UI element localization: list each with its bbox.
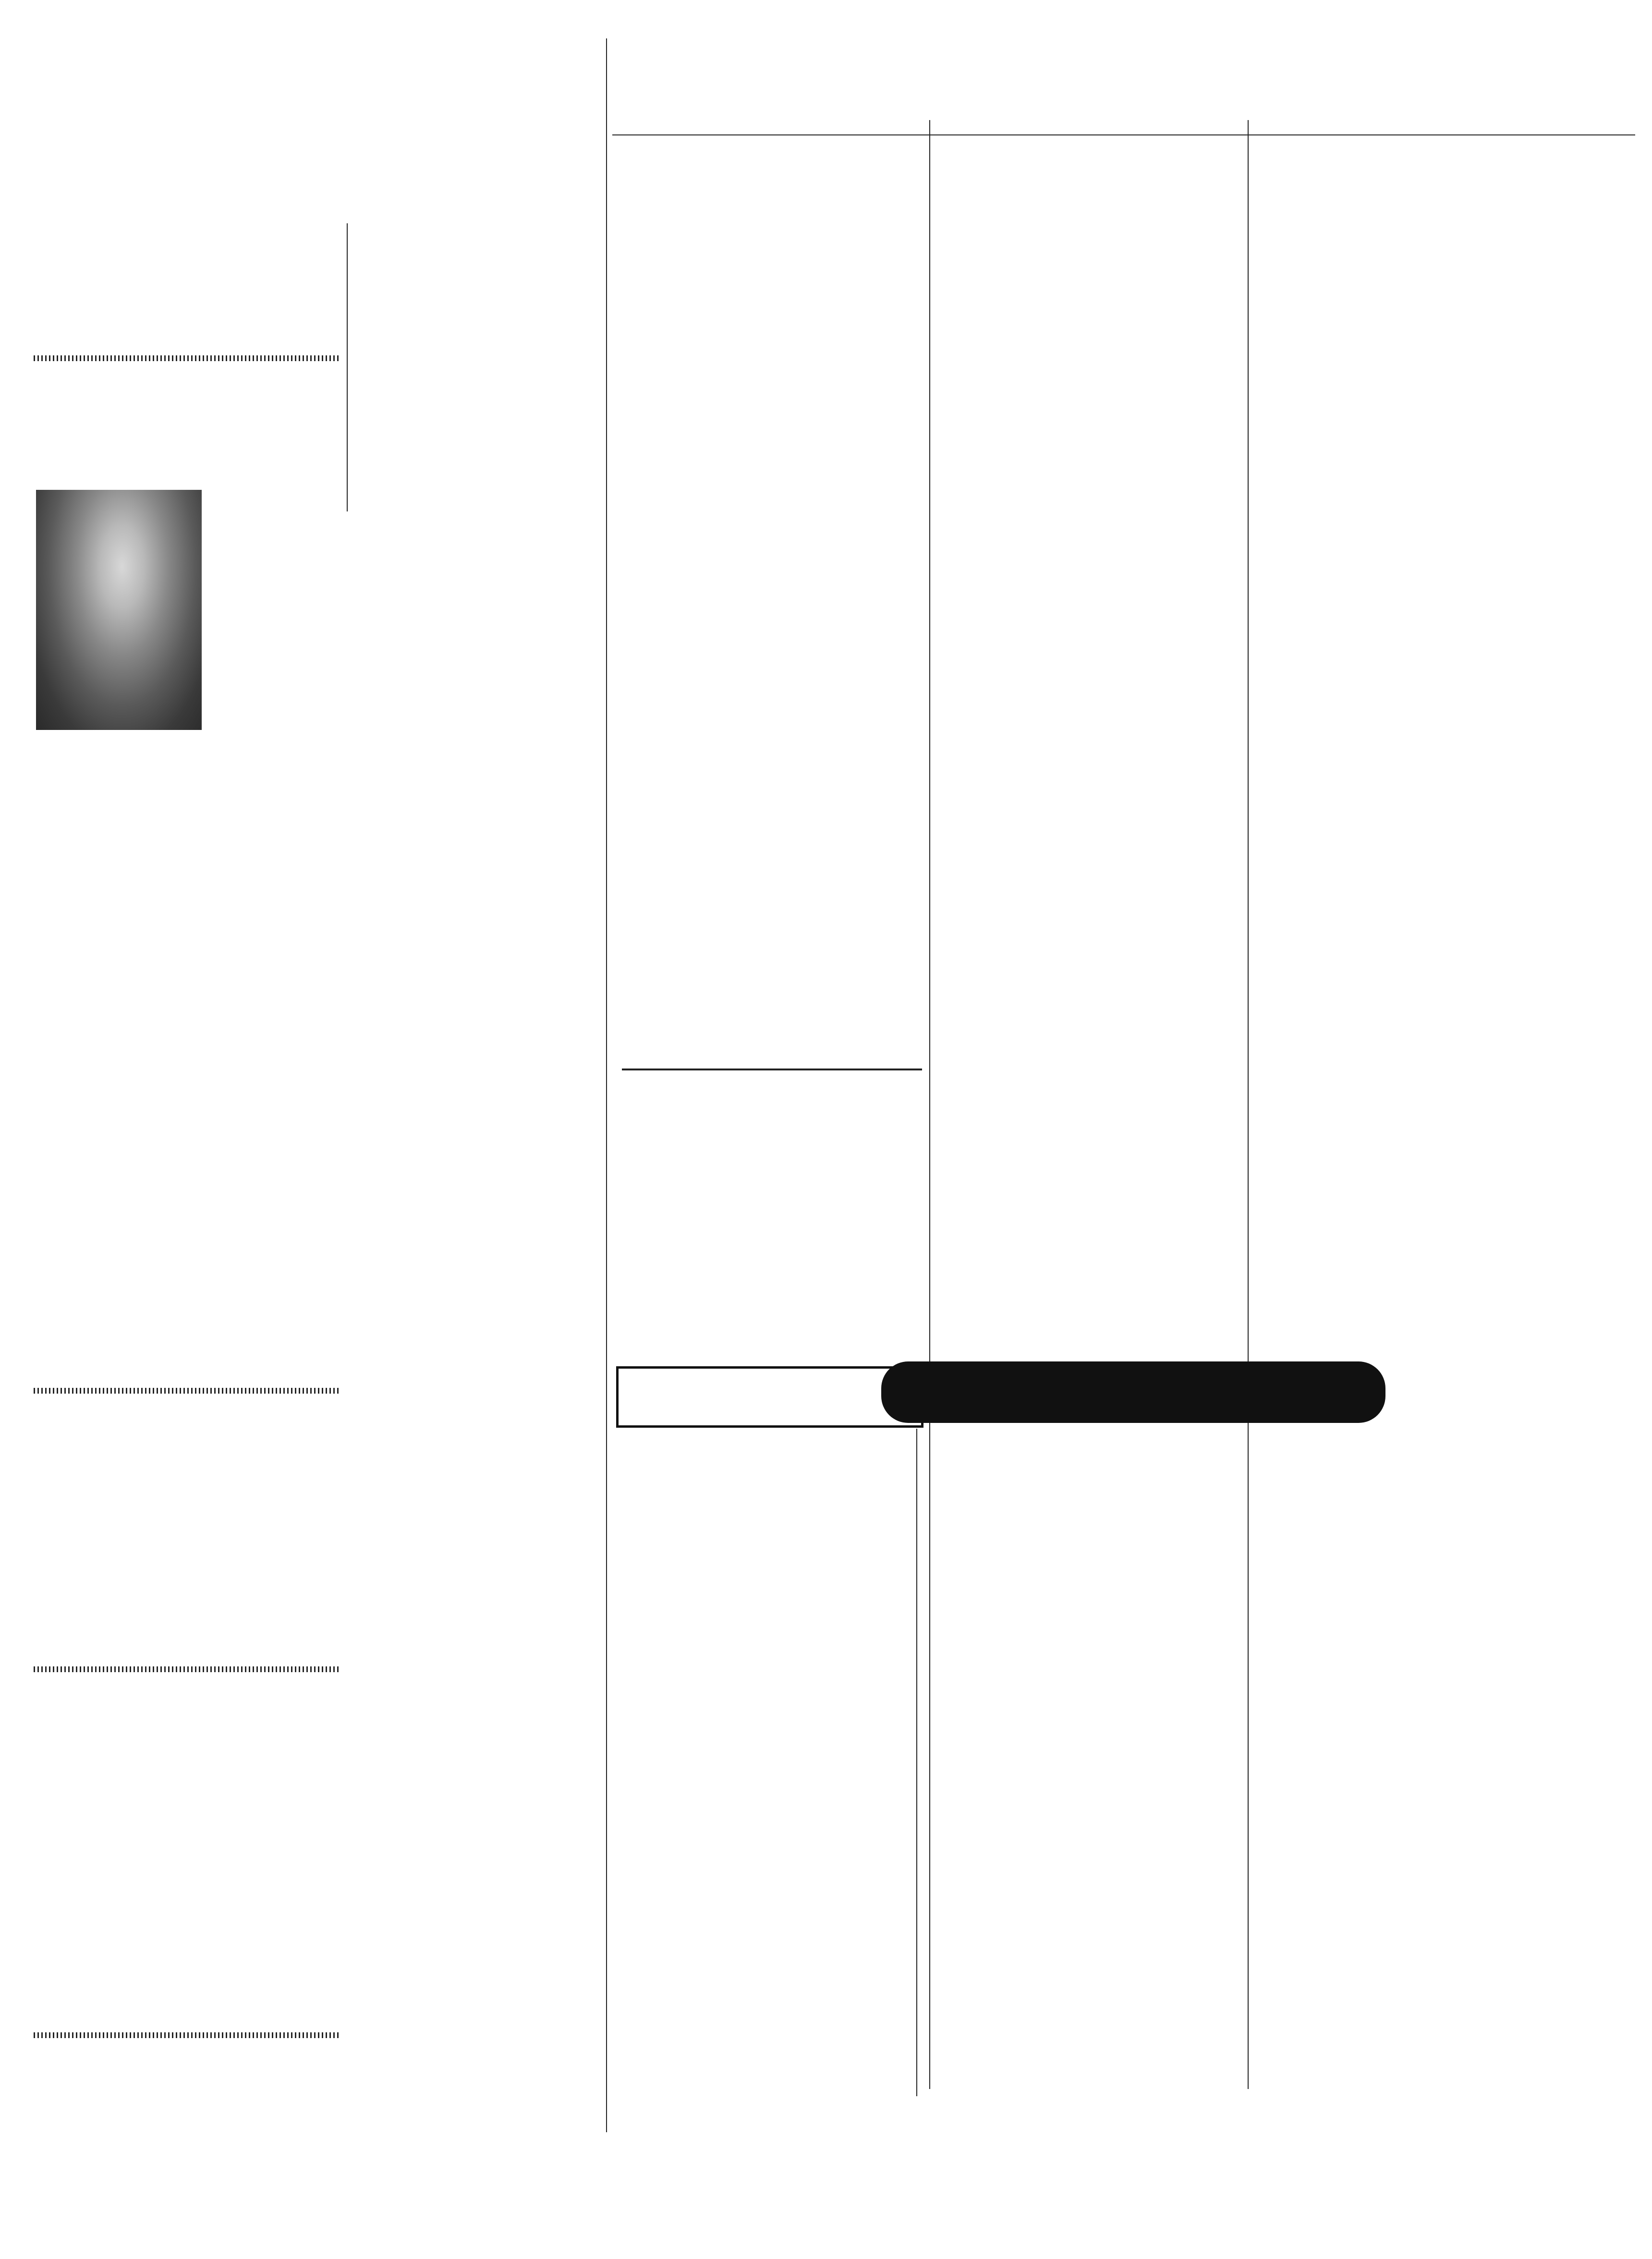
gentil-col2 [935,122,1243,2096]
concurso-text [34,1755,341,2024]
separator-dots [34,1388,341,1394]
evora-text-right [353,223,600,1071]
sintra-banner-right [881,1361,1385,1423]
elasticidade-text [34,1501,341,1657]
lobo-vilela-photo [36,490,202,730]
transito-text [622,1503,910,1570]
livros-text-beside [210,490,341,845]
gentil-col3 [1254,122,1639,2072]
evora-text-left [34,223,341,367]
gentil-col1 [622,137,922,1064]
aniversario-text [622,1796,910,2099]
sintra-banner [616,1366,923,1428]
estudos-text [622,1153,922,1359]
separator-dots [34,2032,341,2038]
separator-dots [34,1666,341,1672]
abast-text [622,1674,910,1724]
livros-text-below [34,845,341,1378]
separator-dots [34,355,341,361]
